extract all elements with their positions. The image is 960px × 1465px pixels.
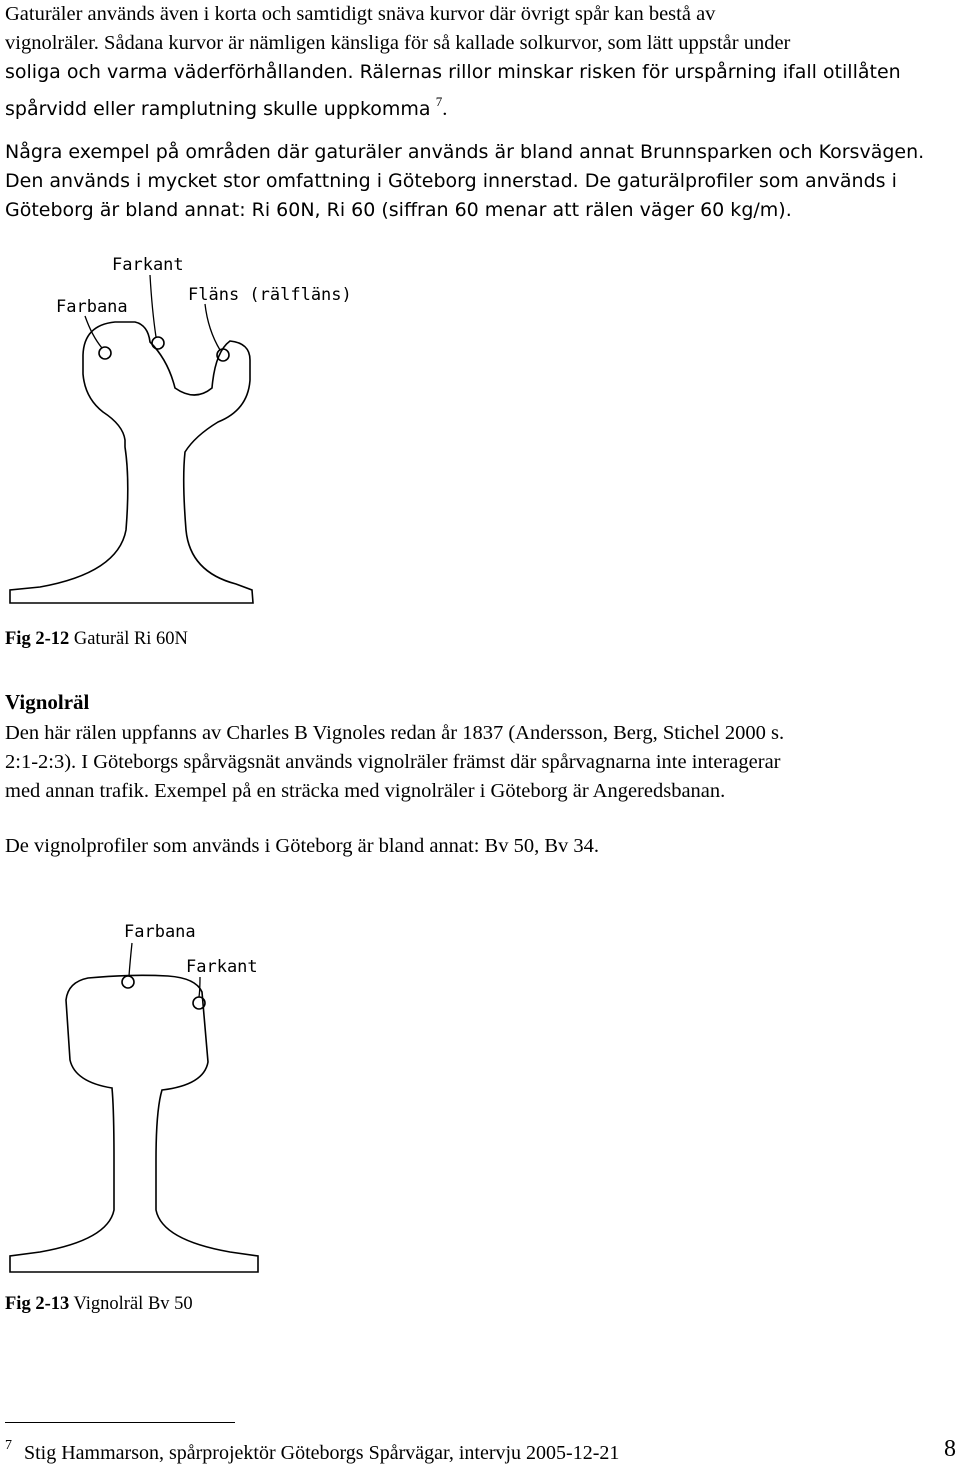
fig13-caption <box>5 1293 193 1315</box>
figure-gaturail <box>0 245 352 615</box>
page-number: 8 <box>944 1436 956 1462</box>
intro-paragraph <box>5 0 953 124</box>
fig13-caption-text: Vignolräl Bv 50 <box>69 1294 193 1314</box>
fig13-farbana-marker <box>122 976 134 988</box>
intro-line-4: spårvidd eller ramplutning skulle uppkomma <box>5 98 431 120</box>
farbana-marker <box>99 347 111 359</box>
vignol-paragraph <box>5 719 953 806</box>
vignolrail-profile <box>10 975 258 1272</box>
fig12-pointer-flans <box>205 304 220 350</box>
farkant-marker <box>152 337 164 349</box>
footnote-ref-7[interactable]: 7 <box>435 94 443 109</box>
footnote-text: Stig Hammarson, spårprojektör Göteborgs Spårvägar, intervju 2005-12-21 <box>24 1442 620 1464</box>
examples-line-2: Den används i mycket stor omfattning i Göteborg innerstad. De gaturälprofiler som används i <box>5 170 897 192</box>
section-heading-vignolral: Vignolräl <box>5 690 90 714</box>
fig13-label-farbana: Farbana <box>124 922 196 942</box>
gaturail-profile <box>10 322 253 603</box>
fig12-caption-number: Fig 2-12 <box>5 629 70 649</box>
fig12-label-flans: Fläns (rälfläns) <box>188 285 352 305</box>
figure-vignolrail <box>0 908 280 1278</box>
footnote <box>5 1438 619 1465</box>
fig13-pointer-farbana <box>129 943 132 976</box>
fig12-label-farkant: Farkant <box>112 255 184 275</box>
vignol-line-3: med annan trafik. Exempel på en sträcka med vignolräler i Göteborg är Angeredsbanan. <box>5 780 726 802</box>
fig12-caption <box>5 628 188 650</box>
intro-line-2: vignolräler. Sådana kurvor är nämligen känsliga för så kallade solkurvor, som lätt uppstår under <box>5 32 791 54</box>
examples-paragraph <box>5 138 953 225</box>
vignol-line-1: Den här rälen uppfanns av Charles B Vignoles redan år 1837 (Andersson, Berg, Stichel 2000 s. <box>5 722 785 744</box>
fig13-label-farkant: Farkant <box>186 957 258 977</box>
fig13-caption-number: Fig 2-13 <box>5 1294 70 1314</box>
examples-line-1: Några exempel på områden där gaturäler används är bland annat Brunnsparken och Korsvägen. <box>5 141 925 163</box>
footnote-separator <box>5 1422 235 1423</box>
fig12-label-farbana: Farbana <box>56 297 128 317</box>
fig12-pointer-farkant <box>150 275 156 337</box>
intro-line-1: Gaturäler används även i korta och samtidigt snäva kurvor där övrigt spår kan bestå av <box>5 3 716 25</box>
intro-end: . <box>442 98 448 120</box>
fig12-caption-text: Gaturäl Ri 60N <box>69 629 188 649</box>
fig12-pointer-farbana <box>85 316 102 348</box>
vignol-profiles-paragraph: De vignolprofiler som används i Göteborg är bland annat: Bv 50, Bv 34. <box>5 835 600 857</box>
intro-line-3: soliga och varma väderförhållanden. Rälernas rillor minskar risken för urspårning ifall otillåten <box>5 61 901 83</box>
footnote-number: 7 <box>5 1438 12 1453</box>
vignol-line-2: 2:1-2:3). I Göteborgs spårvägsnät används vignolräler främst där spårvagnarna inte interagerar <box>5 751 781 773</box>
examples-line-3: Göteborg är bland annat: Ri 60N, Ri 60 (siffran 60 menar att rälen väger 60 kg/m). <box>5 199 792 221</box>
